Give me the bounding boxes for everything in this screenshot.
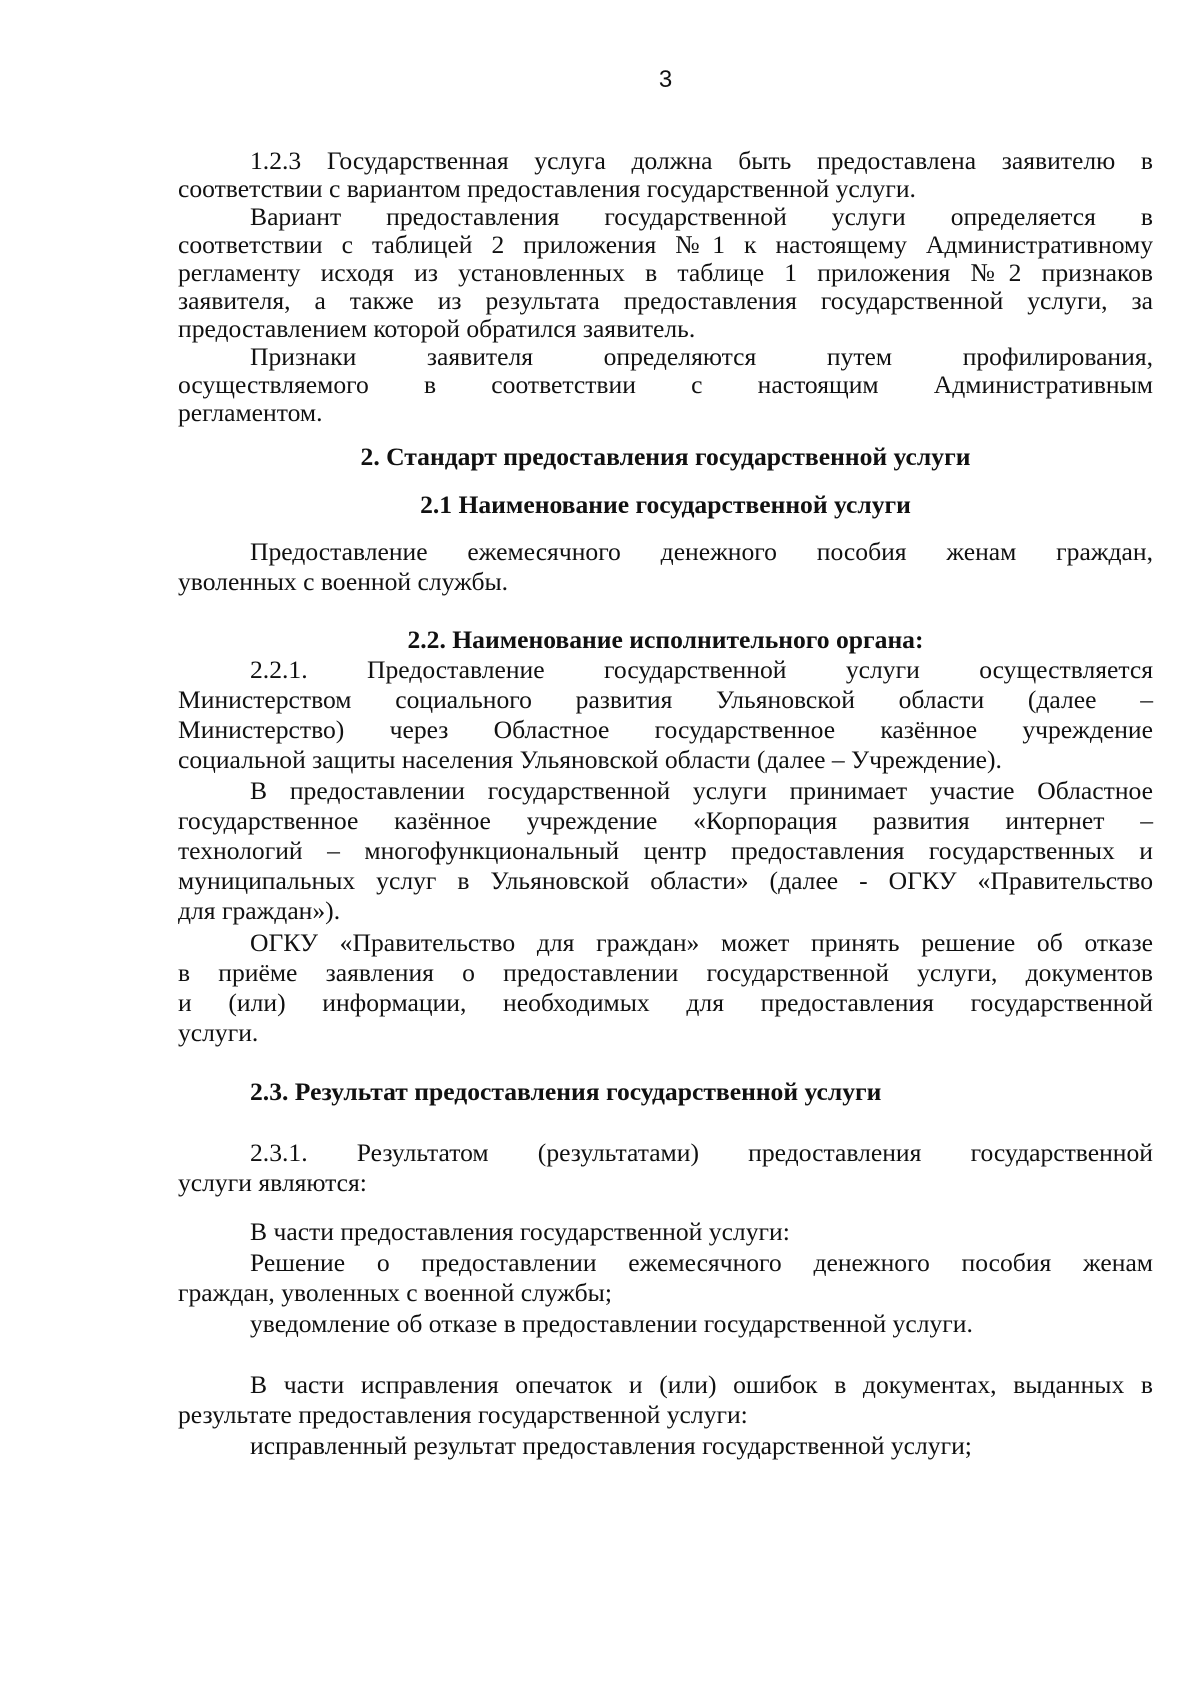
paragraph-line: социальной защиты населения Ульяновской области (далее – Учреждение). [178, 745, 1002, 774]
paragraph-line: результате предоставления государственной услуги: [178, 1400, 748, 1429]
paragraph-line: Вариант предоставления государственной услуги определяется в [250, 202, 1153, 231]
page-number: 3 [658, 66, 673, 93]
paragraph-line: исправленный результат предоставления государственной услуги; [250, 1431, 972, 1460]
paragraph-line: Министерством социального развития Ульяновской области (далее – [178, 685, 1153, 714]
paragraph-line: заявителя, а также из результата предоставления государственной услуги, за [178, 286, 1153, 315]
paragraph-line: граждан, уволенных с военной службы; [178, 1278, 612, 1307]
paragraph-line: 1.2.3 Государственная услуга должна быть предоставлена заявителю в [250, 146, 1153, 175]
paragraph-line: 2.2.1. Предоставление государственной услуги осуществляется [250, 655, 1153, 684]
paragraph-line: Министерство) через Областное государственное казённое учреждение [178, 715, 1153, 744]
paragraph-line: 2.3.1. Результатом (результатами) предоставления государственной [250, 1138, 1153, 1167]
paragraph-line: в приёме заявления о предоставлении государственной услуги, документов [178, 958, 1153, 987]
paragraph-line: осуществляемого в соответствии с настоящим Административным [178, 370, 1153, 399]
paragraph-line: регламентом. [178, 398, 323, 427]
subsection-heading: 2.1 Наименование государственной услуги [420, 490, 911, 519]
paragraph-line: соответствии с таблицей 2 приложения №1 к настоящему Административному [178, 230, 1153, 259]
paragraph-line: В предоставлении государственной услуги принимает участие Областное [250, 776, 1153, 805]
paragraph-line: соответствии с вариантом предоставления государственной услуги. [178, 174, 916, 203]
paragraph-line: услуги являются: [178, 1168, 367, 1197]
subsection-heading: 2.2. Наименование исполнительного органа: [407, 625, 924, 654]
paragraph-line: Признаки заявителя определяются путем профилирования, [250, 342, 1153, 371]
paragraph-line: Предоставление ежемесячного денежного пособия женам граждан, [250, 537, 1153, 566]
paragraph-line: услуги. [178, 1018, 259, 1047]
paragraph-line: В части предоставления государственной услуги: [250, 1217, 790, 1246]
paragraph-line: ОГКУ «Правительство для граждан» может принять решение об отказе [250, 928, 1153, 957]
paragraph-line: регламенту исходя из установленных в таблице 1 приложения №2 признаков [178, 258, 1153, 287]
paragraph-line: уведомление об отказе в предоставлении государственной услуги. [250, 1309, 973, 1338]
section-heading: 2.3. Результат предоставления государственной услуги [250, 1077, 882, 1106]
paragraph-line: Решение о предоставлении ежемесячного денежного пособия женам [250, 1248, 1153, 1277]
section-heading: 2. Стандарт предоставления государственной услуги [360, 442, 971, 471]
paragraph-line: для граждан»). [178, 896, 341, 925]
paragraph-line: В части исправления опечаток и (или) ошибок в документах, выданных в [250, 1370, 1153, 1399]
paragraph-line: и (или) информации, необходимых для предоставления государственной [178, 988, 1153, 1017]
paragraph-line: муниципальных услуг в Ульяновской области» (далее - ОГКУ «Правительство [178, 866, 1153, 895]
paragraph-line: предоставлением которой обратился заявитель. [178, 314, 696, 343]
paragraph-line: уволенных с военной службы. [178, 567, 509, 596]
paragraph-line: технологий – многофункциональный центр предоставления государственных и [178, 836, 1153, 865]
paragraph-line: государственное казённое учреждение «Корпорация развития интернет – [178, 806, 1153, 835]
